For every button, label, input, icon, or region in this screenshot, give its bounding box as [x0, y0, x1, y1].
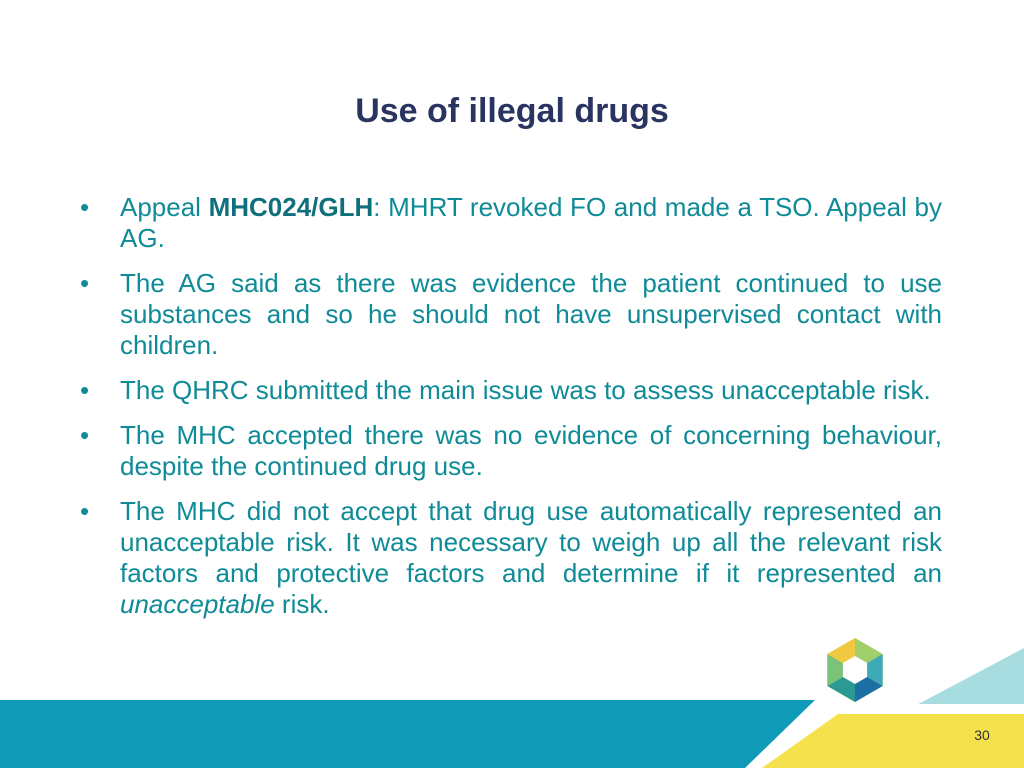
bullet-text: The MHC accepted there was no evidence of concerning behaviour, despite the continued drug use.: [120, 420, 942, 481]
bullet-glyph: •: [80, 496, 90, 526]
bullet-text: The AG said as there was evidence the patient continued to use substances and so he should not have unsupervised contact with children.: [120, 268, 942, 360]
bullet-text: The QHRC submitted the main issue was to assess unacceptable risk.: [120, 375, 931, 405]
emphasis-text: unacceptable: [120, 589, 275, 619]
text-segment: The MHC did not accept that drug use automatically represented an unacceptable risk. It was necessary to weigh up all the relevant risk factors and protective factors and determine if it represented an: [120, 496, 942, 588]
bullet-text: [120, 496, 942, 619]
bullet-item-3: [80, 375, 942, 406]
text-segment: : MHRT revoked FO and made a TSO. Appeal by AG.: [120, 192, 942, 253]
bullet-text: [120, 192, 942, 253]
bullet-glyph: •: [80, 268, 90, 298]
bullet-list: [80, 192, 942, 634]
band-gap: [838, 704, 1024, 714]
text-segment: risk.: [274, 589, 330, 619]
bullet-glyph: •: [80, 192, 90, 222]
bullet-glyph: •: [80, 420, 90, 450]
bullet-item-4: [80, 420, 942, 482]
appeal-reference: MHC024/GLH: [208, 192, 374, 222]
slide-title: Use of illegal drugs: [355, 92, 669, 130]
bullet-item-1: [80, 192, 942, 254]
text-segment: Appeal: [120, 192, 209, 222]
hexagon-logo-icon: [827, 638, 882, 702]
blue-band: [0, 700, 815, 768]
bullet-item-5: [80, 496, 942, 620]
page-number: 30: [974, 727, 990, 743]
bullet-glyph: •: [80, 375, 90, 405]
bullet-item-2: [80, 268, 942, 361]
